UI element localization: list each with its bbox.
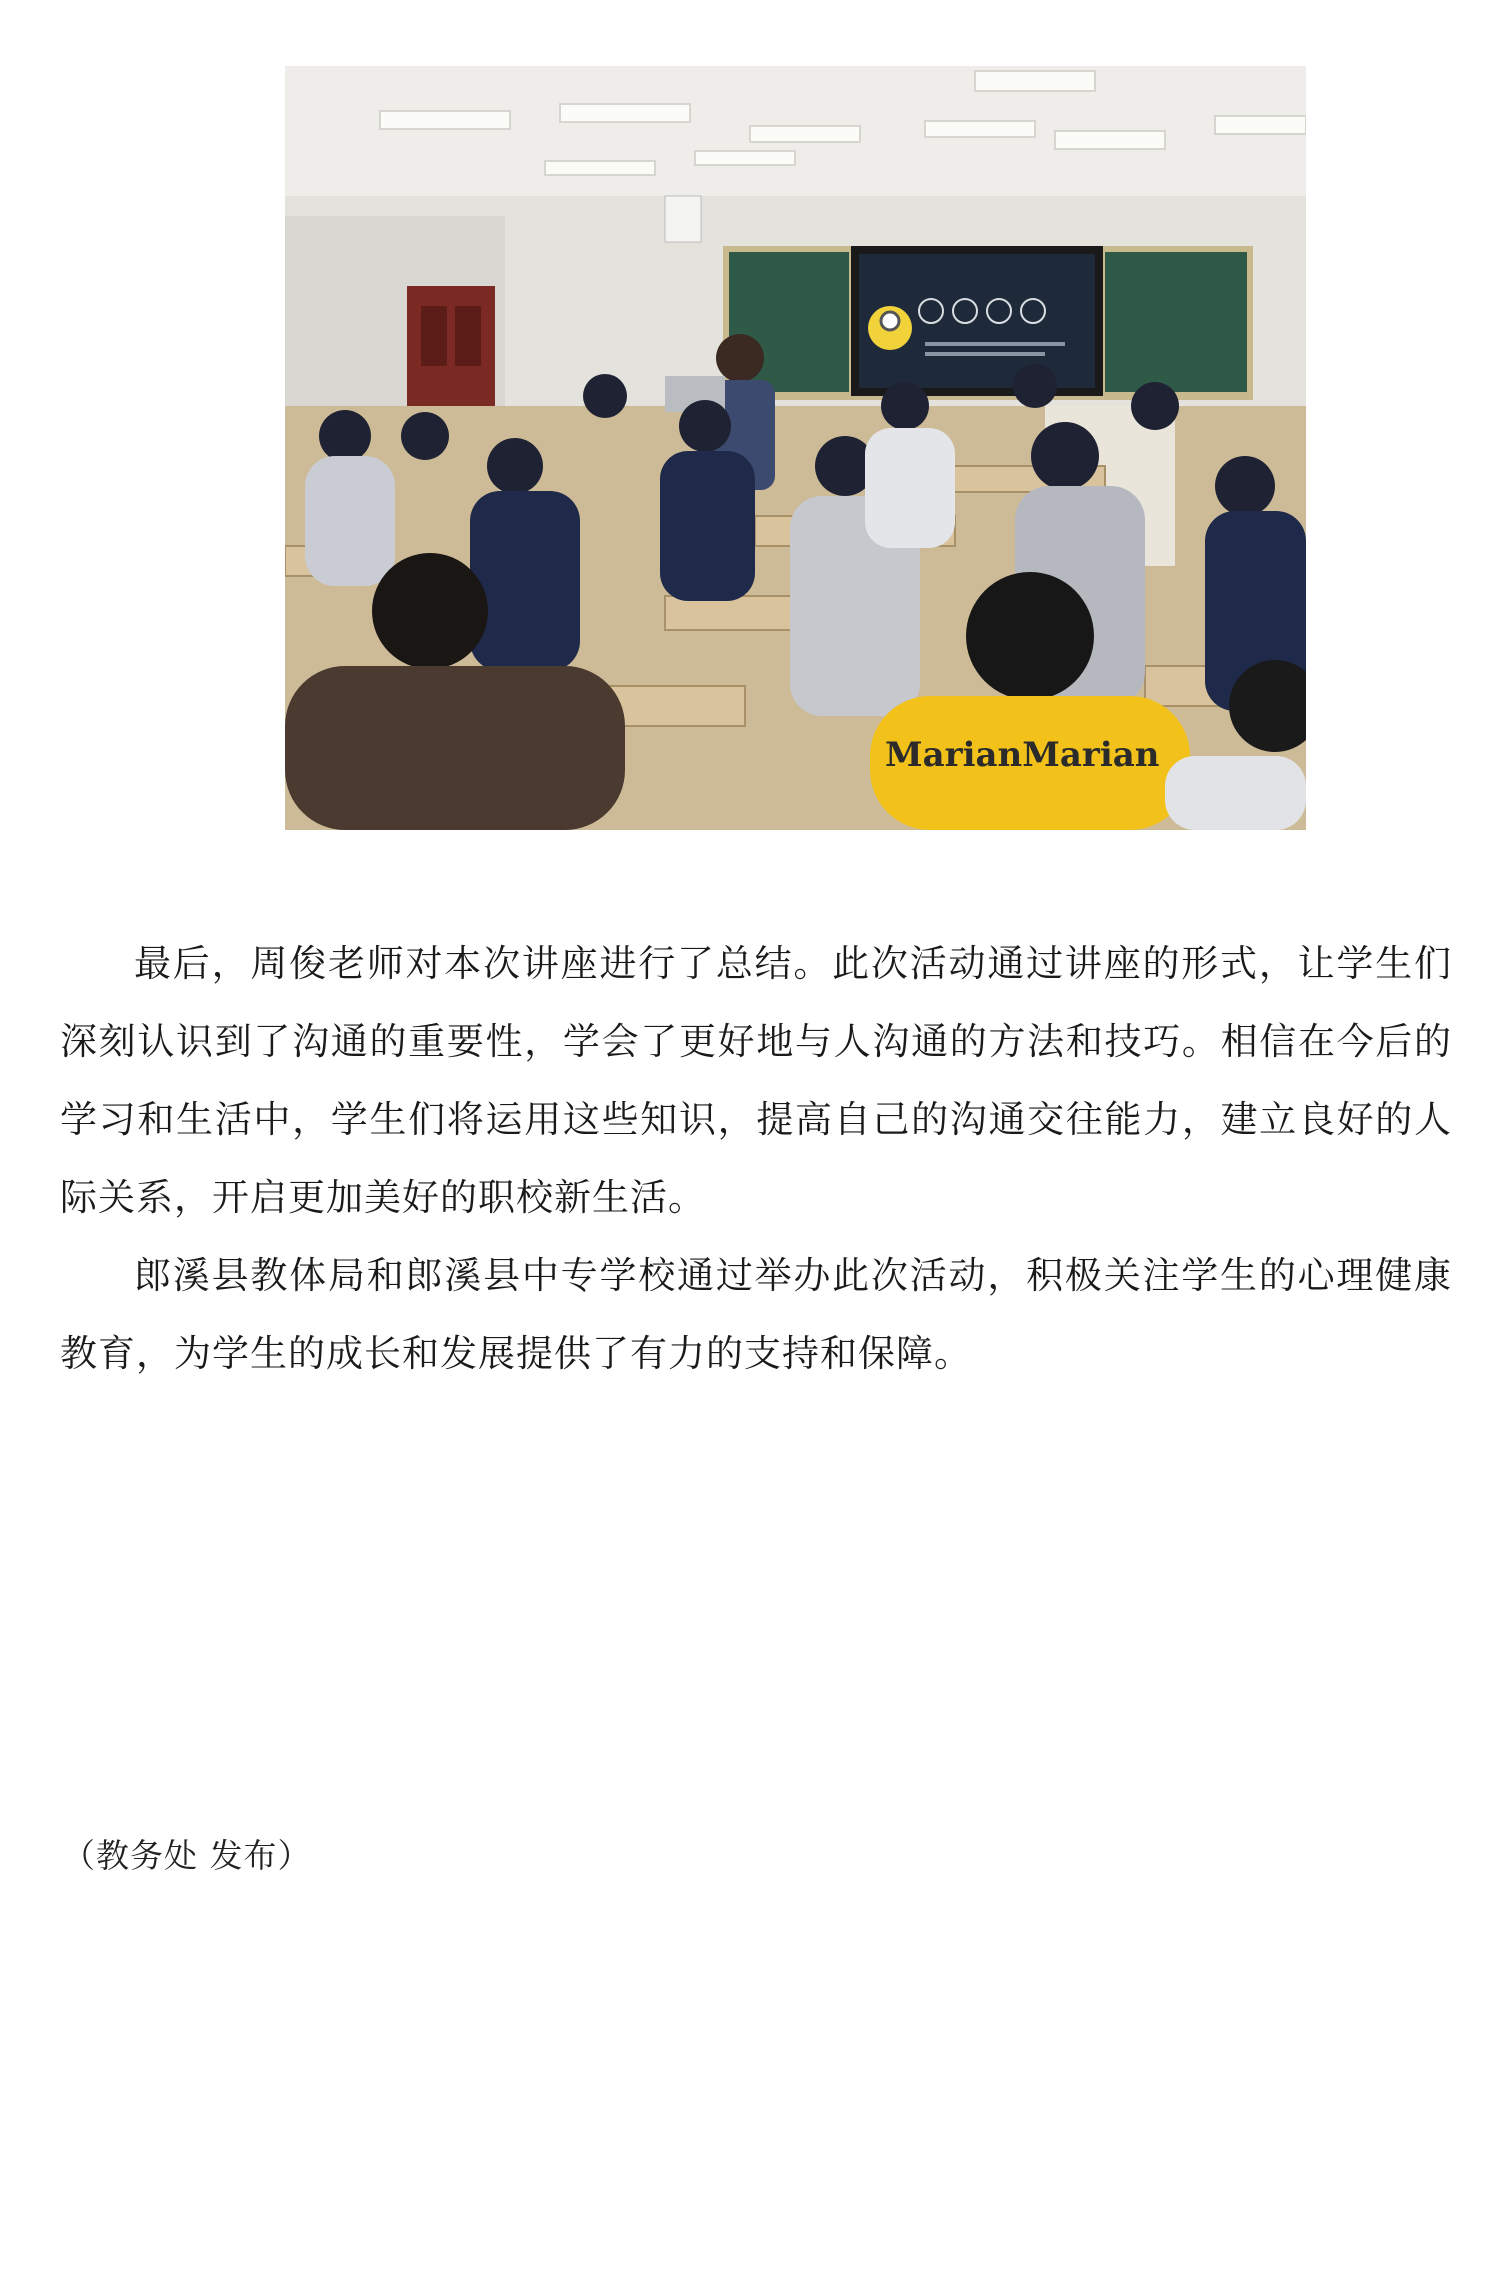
article-paragraph: 郎溪县教体局和郎溪县中专学校通过举办此次活动，积极关注学生的心理健康教育，为学生的成长和发展提供了有力的支持和保障。 xyxy=(60,1254,1452,1375)
publisher-note: （教务处 发布） xyxy=(62,1836,312,1875)
article-paragraph: 最后，周俊老师对本次讲座进行了总结。此次活动通过讲座的形式，让学生们深刻认识到了沟通的重要性，学会了更好地与人沟通的方法和技巧。相信在今后的学习和生活中，学生们将运用这些知识，提高自己的沟通交往能力，建立良好的人际关系，开启更加美好的职校新生活。 xyxy=(60,942,1452,1219)
classroom-illustration xyxy=(285,66,1306,830)
article-body xyxy=(60,925,1452,1393)
classroom-photo xyxy=(285,66,1306,830)
shirt-print-text: MarianMarian xyxy=(885,735,1160,775)
